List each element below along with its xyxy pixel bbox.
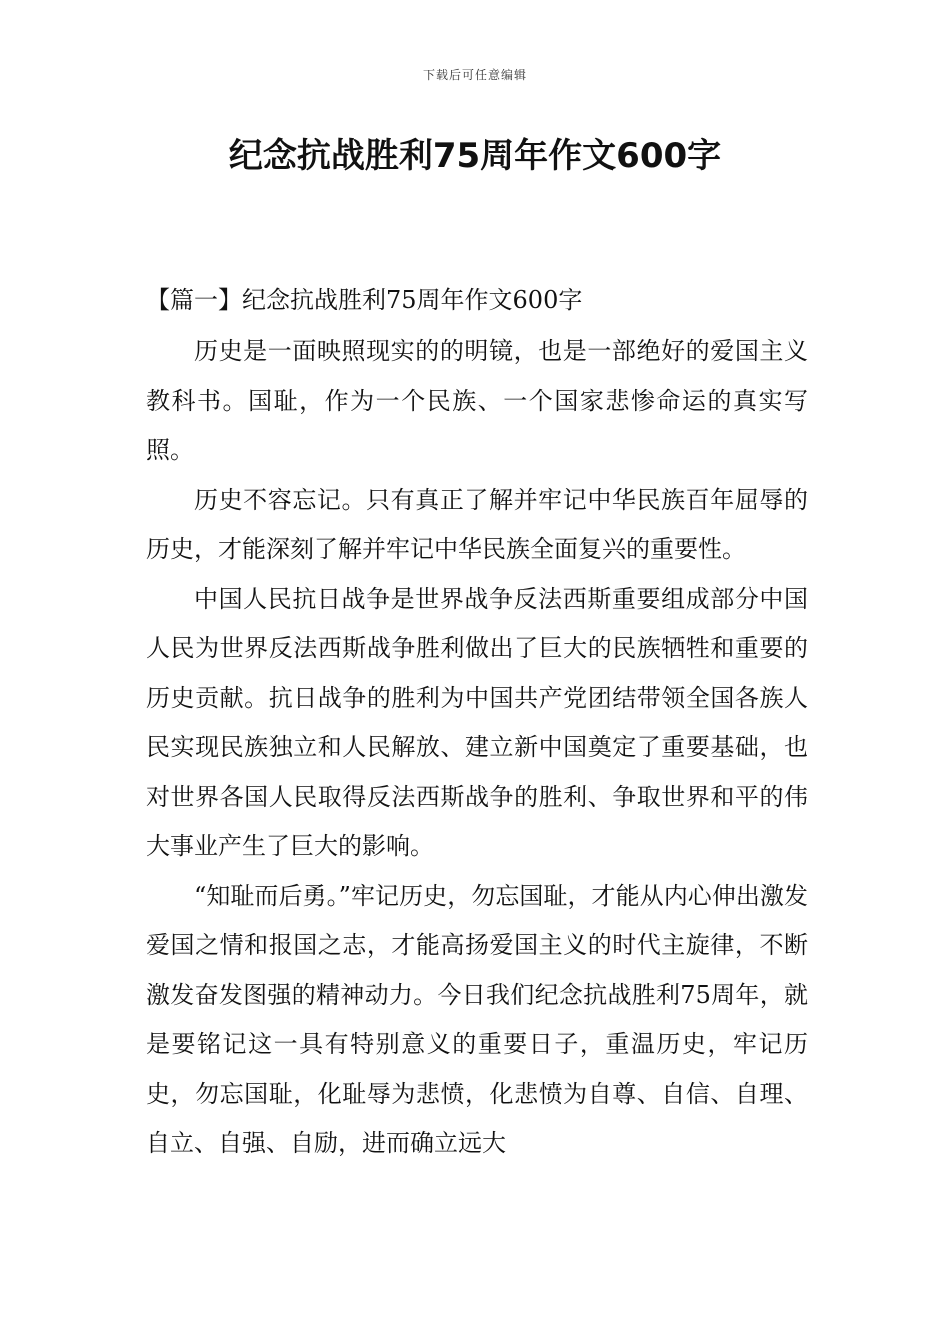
paragraph-4: “知耻而后勇。”牢记历史，勿忘国耻，才能从内心伸出激发爱国之情和报国之志，才能高扬爱国主义的时代主旋律，不断激发奋发图强的精神动力。今日我们纪念抗战胜利75周年，就是要铭记这一具有特别意义的重要日子，重温历史，牢记历史，勿忘国耻，化耻辱为悲愤，化悲愤为自尊、自信、自理、自立、自强、自励，进而确立远大 — [146, 881, 808, 1157]
paragraph-2: 历史不容忘记。只有真正了解并牢记中华民族百年屈辱的历史，才能深刻了解并牢记中华民族全面复兴的重要性。 — [146, 485, 808, 563]
paragraph-3: 中国人民抗日战争是世界战争反法西斯重要组成部分中国人民为世界反法西斯战争胜利做出了巨大的民族牺牲和重要的历史贡献。抗日战争的胜利为中国共产党团结带领全国各族人民实现民族独立和人民解放、建立新中国奠定了重要基础，也对世界各国人民取得反法西斯战争的胜利、争取世界和平的伟大事业产生了巨大的影响。 — [146, 584, 808, 860]
paragraph-1: 历史是一面映照现实的的明镜，也是一部绝好的爱国主义教科书。国耻，作为一个民族、一个国家悲惨命运的真实写照。 — [146, 337, 808, 464]
section-heading: 【篇一】纪念抗战胜利75周年作文600字 — [146, 286, 583, 314]
document-body — [146, 327, 808, 1169]
header-note: 下载后可任意编辑 — [422, 68, 527, 82]
document-title: 纪念抗战胜利75周年作文600字 — [228, 136, 722, 176]
